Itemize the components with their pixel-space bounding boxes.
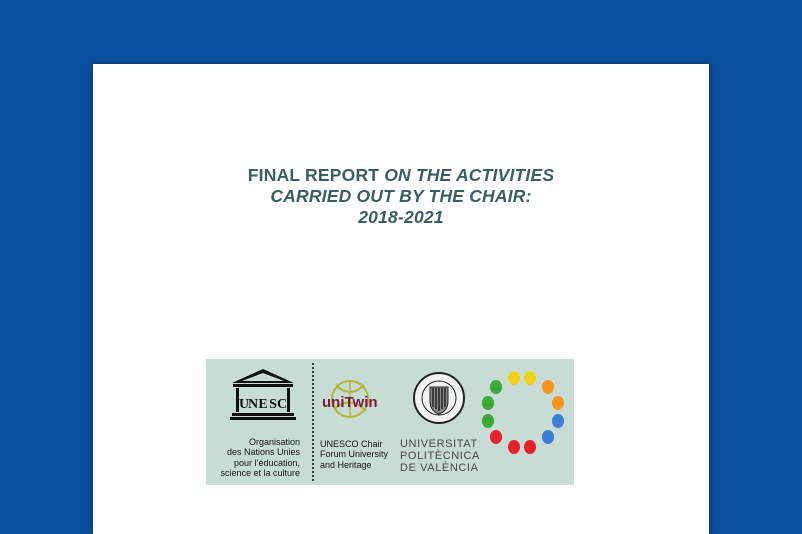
unesco-logo-block <box>206 359 312 485</box>
unitwin-caption-line: UNESCO Chair <box>320 439 383 449</box>
svg-text:E: E <box>258 397 268 412</box>
svg-text:S: S <box>269 397 277 412</box>
unesco-caption-line: des Nations Unies <box>226 447 300 458</box>
unesco-caption-line: science et la culture <box>220 468 300 479</box>
svg-text:U: U <box>238 397 250 412</box>
unitwin-globe-icon <box>316 369 392 425</box>
upv-caption-line: DE VALÈNCIA <box>400 462 479 474</box>
title-italic-1: ON THE ACTIVITIES <box>384 165 555 185</box>
upv-caption <box>400 438 490 474</box>
title-line-2: CARRIED OUT BY THE CHAIR: <box>270 186 532 206</box>
unitwin-caption <box>320 439 400 470</box>
upv-caption-line: UNIVERSITAT <box>400 438 478 450</box>
upv-seal-icon <box>412 371 466 425</box>
unesco-temple-icon <box>228 367 298 427</box>
unitwin-wordmark: uniTwin <box>322 394 378 411</box>
unesco-caption <box>210 437 300 479</box>
dotted-divider <box>312 363 314 481</box>
svg-text:N: N <box>247 397 259 412</box>
unesco-caption-line: Organisation <box>248 437 300 447</box>
upv-logo-block <box>396 359 482 485</box>
document-page <box>93 64 709 534</box>
logo-band <box>206 359 574 485</box>
unesco-caption-line: pour l’éducation, <box>233 457 300 468</box>
svg-text:C: C <box>276 397 288 412</box>
title-years: 2018-2021 <box>358 207 444 227</box>
title-normal: FINAL REPORT <box>247 165 380 185</box>
unitwin-logo-block <box>316 359 392 485</box>
report-title <box>93 165 709 228</box>
upv-caption-line: POLITÈCNICA <box>400 450 480 462</box>
hands-circle-icon <box>478 369 570 461</box>
unitwin-caption-line: Forum University <box>320 449 389 460</box>
title-line-1 <box>93 165 709 186</box>
unitwin-caption-line: and Heritage <box>320 459 372 470</box>
